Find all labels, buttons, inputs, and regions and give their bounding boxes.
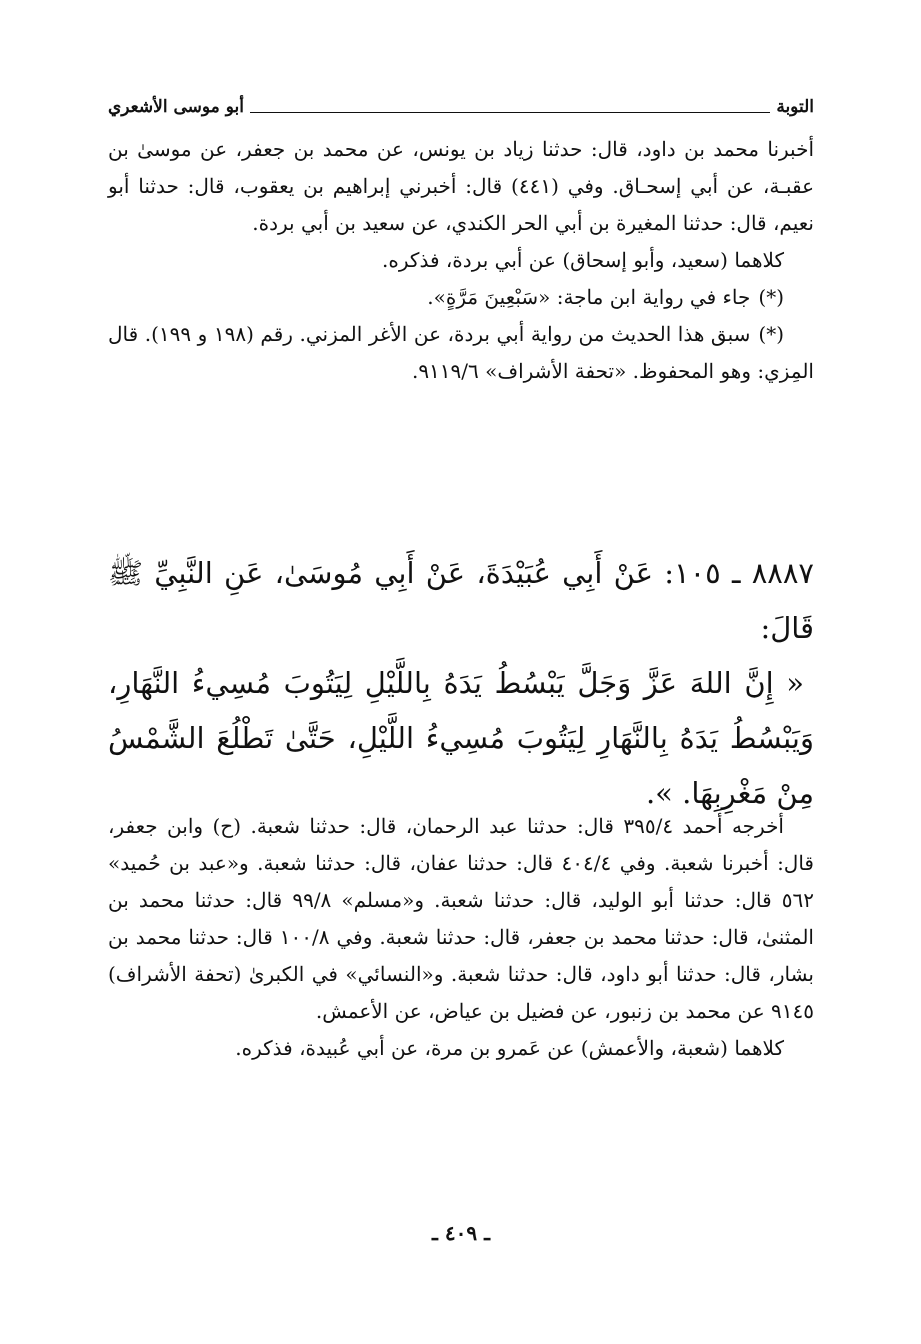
footnote-1-marker: (*) [758, 285, 784, 309]
book-page [108, 86, 814, 1306]
hadith-text: « إِنَّ اللهَ عَزَّ وَجَلَّ يَبْسُطُ يَدَهُ بِاللَّيْلِ لِيَتُوبَ مُسِيءُ النَّهَارِ، وَيَبْسُطُ يَدَهُ بِالنَّهَارِ لِيَتُوبَ مُسِيءُ اللَّيْلِ، حَتَّىٰ تَطْلُعَ الشَّمْسُ مِنْ مَغْرِبِهَا. ». [108, 666, 814, 810]
takhrij-paragraph: أخرجه أحمد ٣٩٥/٤ قال: حدثنا عبد الرحمان، قال: حدثنا شعبة. (ح) وابن جعفر، قال: أخبرنا شعبة. وفي ٤٠٤/٤ قال: حدثنا عفان، قال: حدثنا شعبة. و«عبد بن حُميد» ٥٦٢ قال: حدثنا أبو الوليد، قال: حدثنا شعبة. و«مسلم» ٩٩/٨ قال: حدثنا محمد بن المثنىٰ، قال: حدثنا محمد بن جعفر، قال: حدثنا شعبة. وفي ١٠٠/٨ قال: حدثنا محمد بن بشار، قال: حدثنا أبو داود، قال: حدثنا شعبة. و«النسائي» في الكبرىٰ (تحفة الأشراف) ٩١٤٥ عن محمد بن زنبور، عن فضيل بن عياض، عن الأعمش. [108, 814, 814, 1023]
header-chapter-title: التوبة [776, 97, 814, 117]
footnote-2-marker: (*) [758, 322, 785, 346]
hadith-heading: ٨٨٨٧ ـ ١٠٥: عَنْ أَبِي عُبَيْدَةَ، عَنْ أَبِي مُوسَىٰ، عَنِ النَّبِيِّ ﷺ قَالَ: [108, 556, 814, 645]
summary-paragraph: كلاهما (سعيد، وأبو إسحاق) عن أبي بردة، فذكره. [382, 248, 784, 272]
header-rule [250, 112, 770, 113]
header-section-title: أبو موسى الأشعري [108, 97, 244, 117]
footnote-1 [108, 279, 814, 316]
page-number: ـ ٤٠٩ ـ [432, 1221, 490, 1245]
hadith-section [108, 546, 814, 821]
footnote-2 [108, 316, 814, 390]
takhrij-section [108, 808, 814, 1067]
footnote-1-text: جاء في رواية ابن ماجة: «سَبْعِينَ مَرَّةٍ». [427, 285, 751, 309]
takhrij-summary: كلاهما (شعبة، والأعمش) عن عَمرو بن مرة، عن أبي عُبيدة، فذكره. [235, 1036, 784, 1060]
running-header [108, 86, 814, 116]
chain-section [108, 131, 814, 390]
footnote-2-text: سبق هذا الحديث من رواية أبي بردة، عن الأغر المزني. رقم (١٩٨ و ١٩٩). قال المِزي: وهو المحفوظ. «تحفة الأشراف» ٩١١٩/٦. [108, 322, 814, 383]
chain-paragraph: أخبرنا محمد بن داود، قال: حدثنا زياد بن يونس، عن محمد بن جعفر، عن موسىٰ بن عقبـة، عن أبي إسحـاق. وفي (٤٤١) قال: أخبرني إبراهيم بن يعقوب، قال: حدثنا أبو نعيم، قال: حدثنا المغيرة بن أبي الحر الكندي، عن سعيد بن أبي بردة. [108, 137, 814, 235]
